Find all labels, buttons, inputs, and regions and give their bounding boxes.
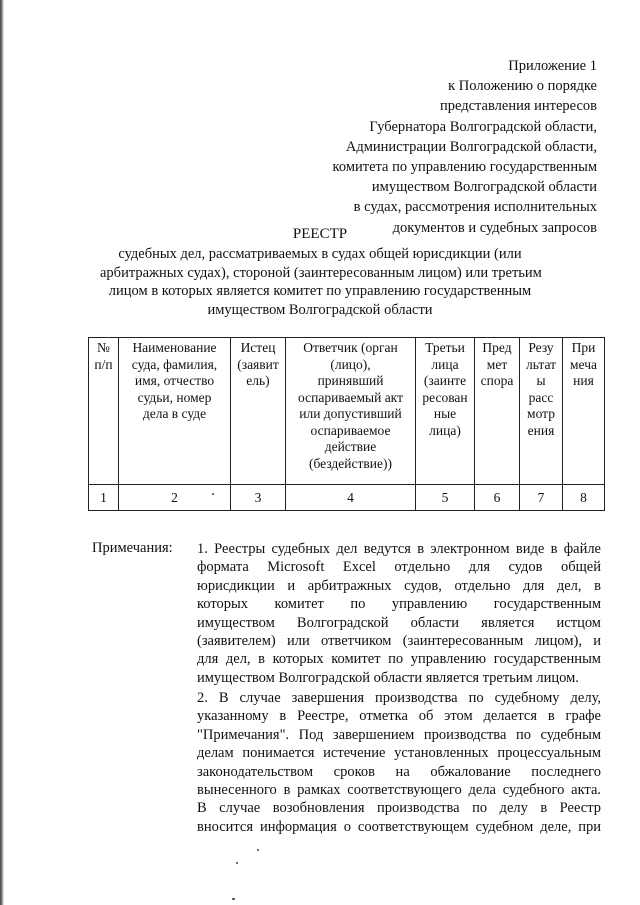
header-cell-number: № п/п xyxy=(89,338,119,485)
note-line: 2. В случае завершения производства по судебному делу, xyxy=(197,690,601,706)
column-number-cell: 2 xyxy=(119,485,231,511)
appendix-line: Губернатора Волгоградской области, xyxy=(369,118,597,135)
appendix-line: имуществом Волгоградской области xyxy=(371,179,597,196)
note-line: законодательством сроков на обжалование последнего xyxy=(197,763,601,780)
note-line: В случае возобновления производства по делу в Реестр xyxy=(197,800,601,817)
registry-subtitle-line: лицом в которых является комитет по управлению государственным xyxy=(108,283,532,299)
column-number-cell: 7 xyxy=(520,485,563,511)
registry-subtitle xyxy=(100,245,540,319)
note-line: формата Microsoft Excel отдельно для судов общей xyxy=(197,559,601,576)
notes-label: Примечания: xyxy=(92,540,173,556)
scan-speck xyxy=(212,493,214,495)
note-line: делам понимается истечение установленных процессуальным xyxy=(197,745,601,762)
appendix-line: к Положению о порядке xyxy=(448,78,597,95)
note-line: для дел, в которых комитет по управлению государственным xyxy=(197,651,601,668)
header-cell-subject: Пред мет спора xyxy=(475,338,520,485)
header-cell-plaintiff: Истец (заявит ель) xyxy=(231,338,286,485)
column-number-cell: 3 xyxy=(231,485,286,511)
note-line: вносится информация о соответствующем судебном деле, при xyxy=(197,818,601,835)
appendix-line: документов и судебных запросов xyxy=(392,219,597,236)
appendix-line: комитета по управлению государственным xyxy=(332,159,597,176)
note-line: вынесенного в рамках соответствующего дела судебного акта. xyxy=(197,782,601,799)
registry-subtitle-line: судебных дел, рассматриваемых в судах общей юрисдикции (или xyxy=(118,246,522,262)
registry-table xyxy=(88,337,605,511)
note-paragraph-1 xyxy=(197,540,601,687)
note-line: "Примечания". Под завершением производства по судебным xyxy=(197,726,601,743)
header-cell-results: Резу льтат ы расс мотр ения xyxy=(520,338,563,485)
note-line: имуществом Волгоградской области является третьим лицом. xyxy=(197,669,579,686)
appendix-line: в судах, рассмотрения исполнительных xyxy=(353,199,597,216)
note-line: 1. Реестры судебных дел ведутся в электронном виде в файле xyxy=(197,541,601,557)
table-number-row xyxy=(89,485,605,511)
appendix-line: Администрации Волгоградской области, xyxy=(345,138,597,155)
scan-speck xyxy=(232,898,235,900)
header-cell-defendant: Ответчик (орган (лицо), принявший оспариваемый акт или допустивший оспариваемое действие (бездействие)) xyxy=(286,338,416,485)
header-cell-notes: При меча ния xyxy=(563,338,605,485)
column-number-cell: 5 xyxy=(416,485,475,511)
header-cell-third-parties: Третьи лица (заинте ресован ные лица) xyxy=(416,338,475,485)
registry-subtitle-line: имуществом Волгоградской области xyxy=(207,301,433,318)
appendix-line: Приложение 1 xyxy=(508,58,597,74)
note-line: (заявителем) или ответчиком (заинтересованным лицом), и xyxy=(197,633,601,650)
scan-speck xyxy=(236,862,238,864)
appendix-line: представления интересов xyxy=(439,98,597,115)
appendix-header xyxy=(300,56,597,238)
column-number-cell: 6 xyxy=(475,485,520,511)
column-number-cell: 4 xyxy=(286,485,416,511)
note-paragraph-2 xyxy=(197,689,601,836)
note-line: которых комитет по управлению государственным xyxy=(197,596,601,613)
registry-title: РЕЕСТР xyxy=(292,226,348,242)
column-number-cell: 8 xyxy=(563,485,605,511)
note-line: указанному в Реестре, отметка об этом делается в графе xyxy=(197,708,601,725)
scan-edge-shadow xyxy=(0,0,4,905)
registry-subtitle-line: арбитражных судах), стороной (заинтересованным лицом) или третьим xyxy=(100,264,542,281)
note-line: имуществом Волгоградской области является истцом xyxy=(197,614,601,631)
note-line: юрисдикции и арбитражных судов, отдельно для дел, в xyxy=(197,577,601,594)
scan-speck xyxy=(257,849,259,851)
column-number-cell: 1 xyxy=(89,485,119,511)
table-header-row xyxy=(89,338,605,485)
header-cell-court: Наименование суда, фамилия, имя, отчество судьи, номер дела в суде xyxy=(119,338,231,485)
